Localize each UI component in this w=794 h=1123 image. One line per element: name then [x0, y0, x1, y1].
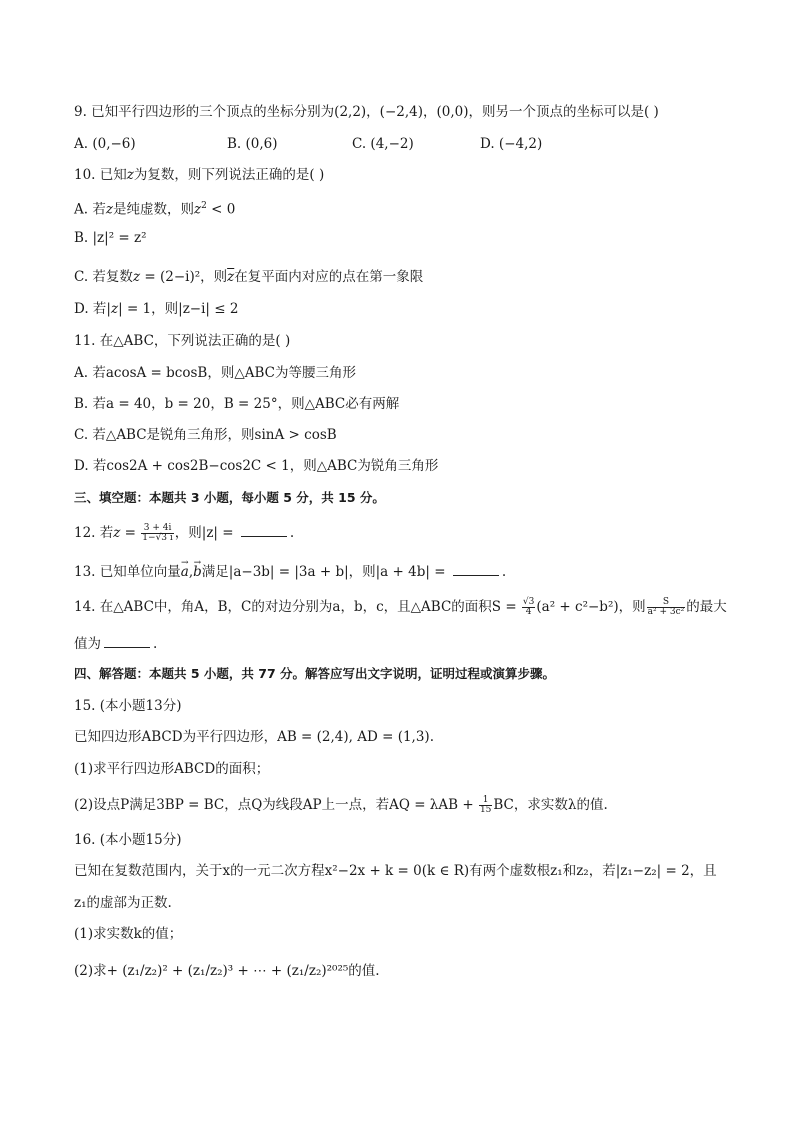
q12-answer-blank[interactable] [241, 523, 287, 537]
q16-stem-line1: 已知在复数范围内，关于x的一元二次方程x²−2x + k = 0(k ∈ R)有两个虚数根z₁和z₂，若|z₁−z₂| = 2，且 [74, 863, 717, 879]
q14-coefficient: $\frac{√3}{4}$ [522, 597, 535, 617]
q9-stem: 9. 已知平行四边形的三个顶点的坐标分别为(2,2)，(−2,4)，(0,0)，则另一个顶点的坐标可以是( ) [74, 104, 659, 120]
q10-option-b: B. |z|² = z² [74, 230, 147, 246]
q10-option-a: A. 若z是纯虚数，则$z^2 < 0$ [74, 201, 236, 218]
q11-option-b: B. 若a = 40，b = 20，B = 25°，则△ABC必有两解 [74, 396, 400, 412]
q15-part2: (2)设点P满足3BP = BC，点Q为线段AP上一点，若AQ = λAB + $\frac{1}{15}$ BC，求实数λ的值. [74, 795, 608, 815]
q9-option-a: A. (0,−6) [74, 136, 136, 152]
q16-part2: (2)求+ (z₁/z₂)² + (z₁/z₂)³ + ⋯ + (z₁/z₂)²⁰²⁵的值. [74, 963, 380, 979]
q16-part1: (1)求实数k的值； [74, 926, 183, 942]
q10-option-c: C. 若复数z = (2−i)²，则$\overline{z}$在复平面内对应的点在第一象限 [74, 269, 424, 285]
q14-answer-blank[interactable] [104, 634, 150, 648]
q16-heading: 16. (本小题15分) [74, 832, 182, 848]
q11-option-a: A. 若acosA = bcosB，则△ABC为等腰三角形 [74, 365, 356, 381]
q13-stem: 13. 已知单位向量→ a,→ b满足|a−3b| = |3a + b|，则|a + 4b| = . [74, 562, 506, 581]
q10-stem: 10. 已知z为复数，则下列说法正确的是( ) [74, 167, 325, 183]
q11-option-d: D. 若cos2A + cos2B−cos2C < 1，则△ABC为锐角三角形 [74, 458, 439, 474]
q14-stem-line2: 值为 . [74, 636, 158, 652]
q15-heading: 15. (本小题13分) [74, 698, 182, 714]
q9-option-c: C. (4,−2) [352, 136, 414, 152]
q9-option-d: D. (−4,2) [480, 136, 543, 152]
q16-stem-line2: z₁的虚部为正数. [74, 895, 172, 911]
q15-part1: (1)求平行四边形ABCD的面积； [74, 761, 270, 777]
q9-option-b: B. (0,6) [227, 136, 278, 152]
q12-stem: 12. 若z = $\frac{3 + 4i}{1-√3 i}$ ，则|z| = . [74, 523, 295, 543]
q15-stem: 已知四边形ABCD为平行四边形，AB = (2,4), AD = (1,3). [74, 729, 434, 745]
q14-stem-line1: 14. 在△ABC中，角A，B，C的对边分别为a，b，c，且△ABC的面积S = $\frac{√3}{4}$ (a² + c²−b²)，则 $\frac{S}{\text{a² + 3c²}}$ 的最大 [74, 597, 727, 617]
q11-option-c: C. 若△ABC是锐角三角形，则sinA > cosB [74, 427, 337, 443]
q10-option-d: D. 若|z| = 1，则|z−i| ≤ 2 [74, 301, 239, 317]
q13-answer-blank[interactable] [453, 562, 499, 576]
q14-ratio: $\frac{S}{\text{a² + 3c²}}$ [647, 597, 685, 617]
q12-fraction: $\frac{3 + 4i}{1-√3 i}$ [142, 523, 173, 543]
q11-stem: 11. 在△ABC，下列说法正确的是( ) [74, 333, 291, 349]
q15-fraction: $\frac{1}{15}$ [479, 795, 492, 815]
section-fill-in-heading: 三、填空题：本题共 3 小题，每小题 5 分，共 15 分。 [74, 490, 385, 505]
section-solve-heading: 四、解答题：本题共 5 小题，共 77 分。解答应写出文字说明，证明过程或演算步骤。 [74, 666, 556, 681]
